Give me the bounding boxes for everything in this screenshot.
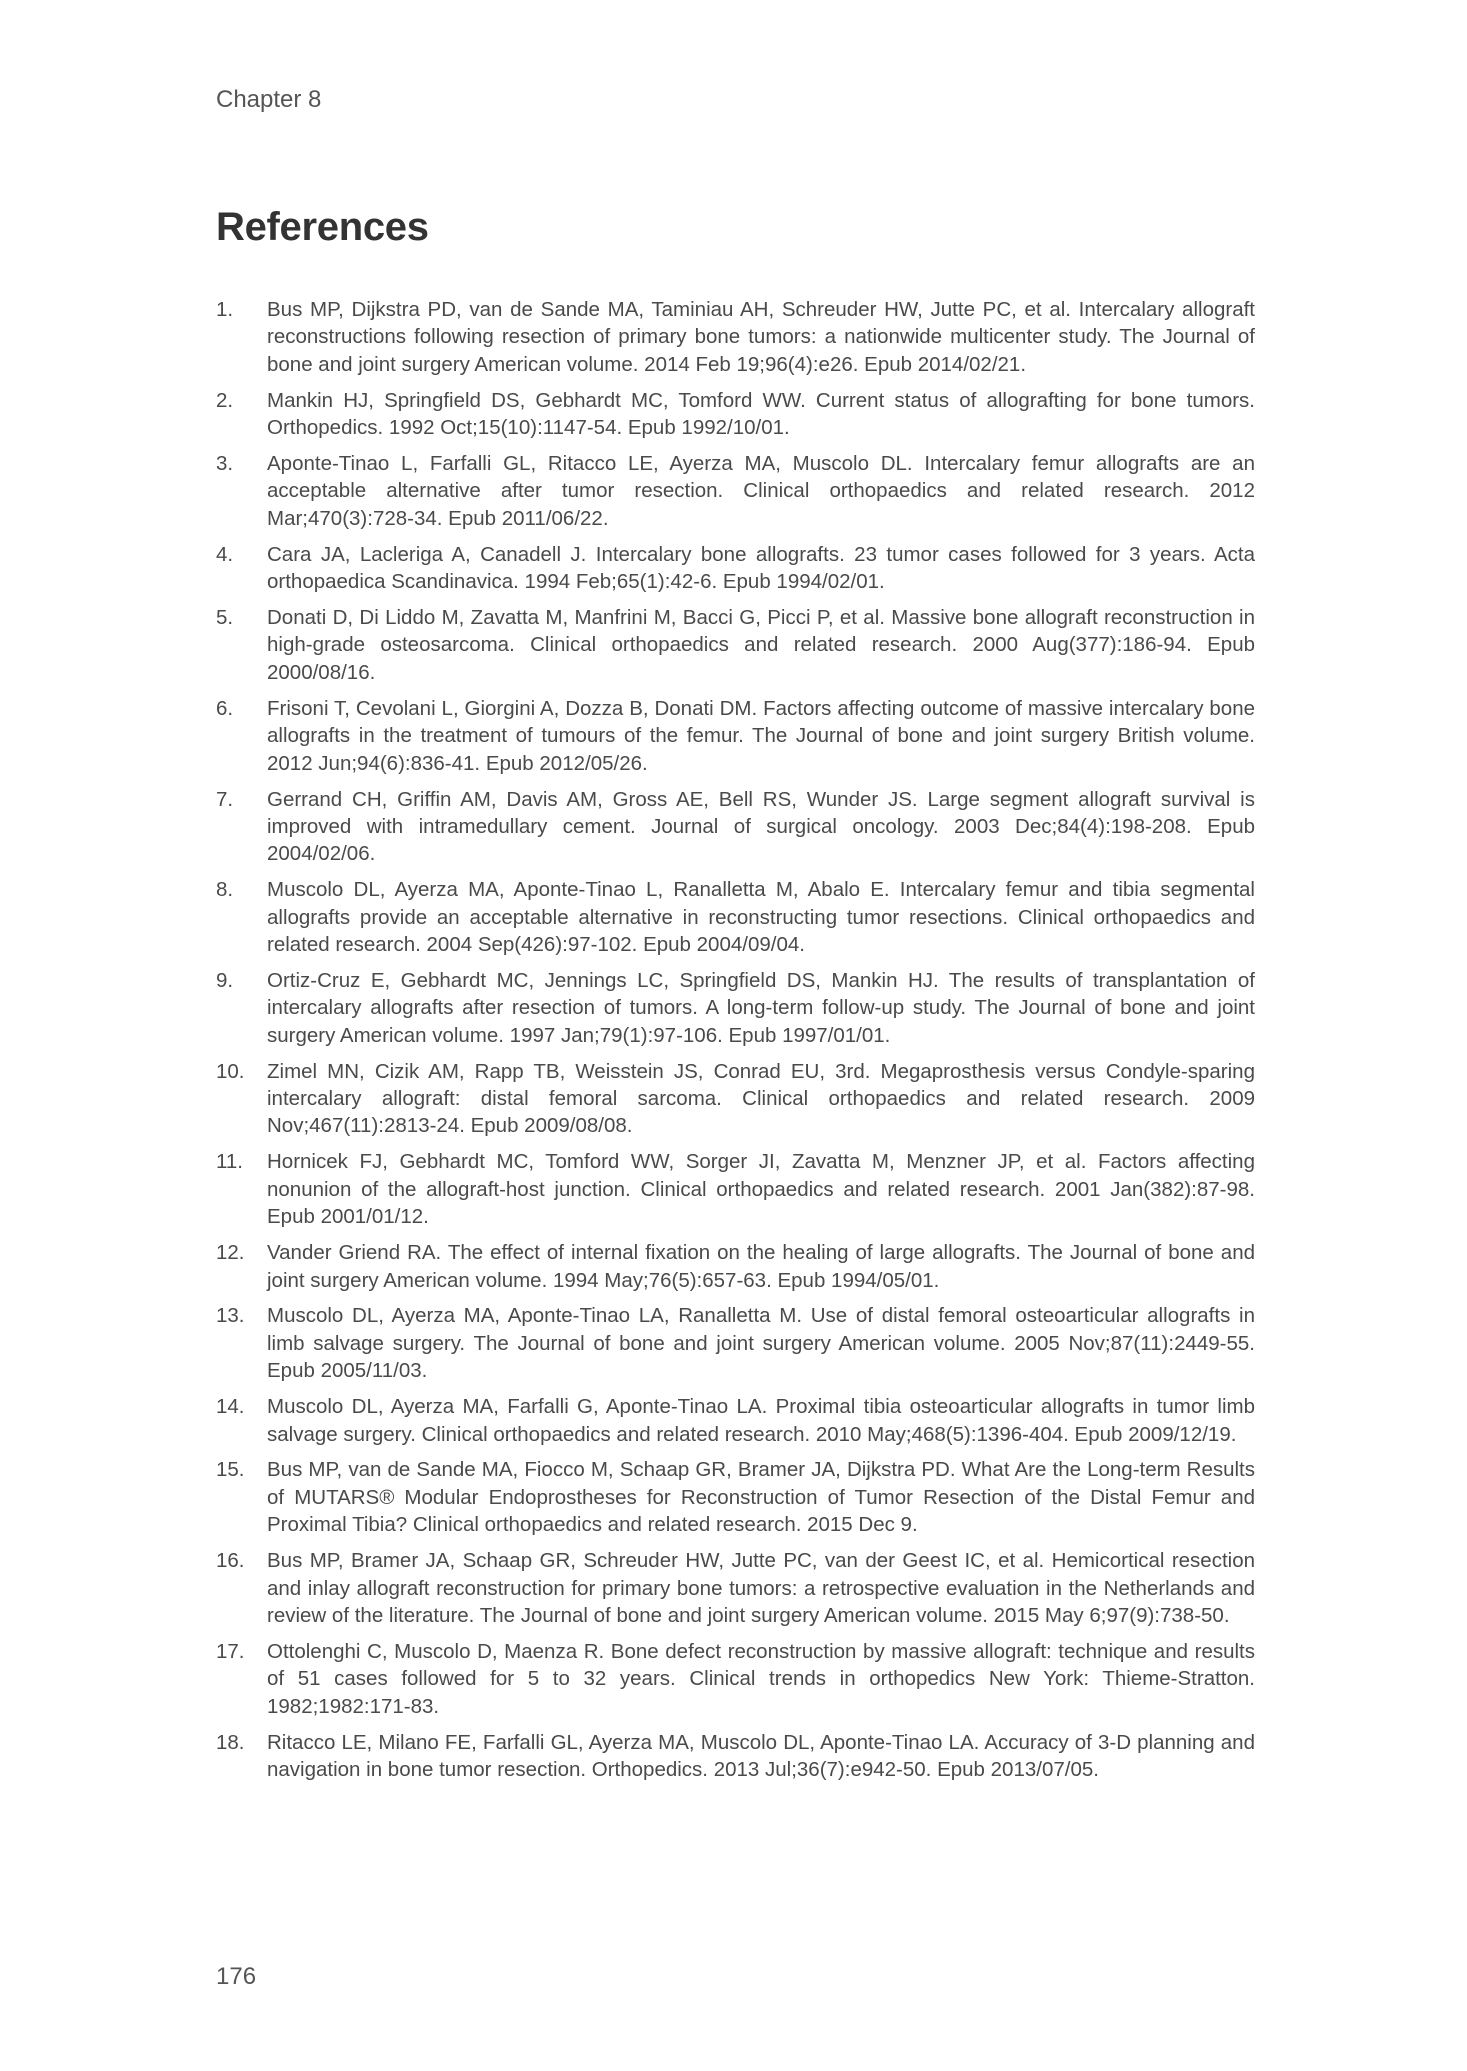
reference-number: 15.: [216, 1458, 245, 1482]
reference-number: 18.: [216, 1730, 245, 1754]
section-title: References: [216, 205, 429, 249]
reference-item: [216, 1729, 1255, 1784]
reference-item: [216, 604, 1255, 686]
reference-text: Ottolenghi C, Muscolo D, Maenza R. Bone defect reconstruction by massive allograft: technique and results of 51 cases followed for 5 to 32 years. Clinical trends in orthopedics New York: Thieme-Stratton. 1982;1982:171-83.: [267, 1639, 1255, 1718]
reference-text: Muscolo DL, Ayerza MA, Aponte-Tinao LA, Ranalletta M. Use of distal femoral osteoarticular allografts in limb salvage surgery. The Journal of bone and joint surgery American volume. 2005 Nov;87(11):2449-55. Epub 2005/11/03.: [267, 1304, 1255, 1383]
reference-item: [216, 296, 1255, 378]
reference-item: [216, 1547, 1255, 1629]
reference-number: 6.: [216, 696, 234, 720]
reference-item: [216, 1148, 1255, 1230]
reference-number: 2.: [216, 388, 234, 412]
reference-item: [216, 967, 1255, 1049]
reference-number: 3.: [216, 452, 234, 476]
reference-text: Bus MP, Bramer JA, Schaap GR, Schreuder HW, Jutte PC, van der Geest IC, et al. Hemicortical resection and inlay allograft reconstruction for primary bone tumors: a retrospective evaluation in the Netherlands and review of the literature. The Journal of bone and joint surgery American volume. 2015 May 6;97(9):738-50.: [267, 1549, 1255, 1627]
reference-item: [216, 1393, 1255, 1448]
reference-number: 11.: [216, 1150, 243, 1174]
reference-number: 8.: [216, 878, 234, 902]
reference-number: 10.: [216, 1059, 245, 1083]
reference-number: 1.: [216, 298, 234, 321]
reference-item: [216, 876, 1255, 958]
reference-text: Mankin HJ, Springfield DS, Gebhardt MC, Tomford WW. Current status of allografting for bone tumors. Orthopedics. 1992 Oct;15(10):1147-54. Epub 1992/10/01.: [267, 388, 1255, 440]
reference-number: 5.: [216, 606, 234, 630]
reference-number: 14.: [216, 1395, 245, 1419]
reference-text: Cara JA, Lacleriga A, Canadell J. Intercalary bone allografts. 23 tumor cases followed for 3 years. Acta orthopaedica Scandinavica. 1994 Feb;65(1):42-6. Epub 1994/02/01.: [267, 542, 1255, 594]
reference-item: [216, 450, 1255, 532]
reference-number: 17.: [216, 1639, 245, 1663]
reference-text: Hornicek FJ, Gebhardt MC, Tomford WW, Sorger JI, Zavatta M, Menzner JP, et al. Factors affecting nonunion of the allograft-host junction. Clinical orthopaedics and related research. 2001 Jan(382):87-98. Epub 2001/01/12.: [267, 1150, 1255, 1229]
reference-item: [216, 1638, 1255, 1720]
reference-item: [216, 1302, 1255, 1384]
reference-text: Bus MP, Dijkstra PD, van de Sande MA, Taminiau AH, Schreuder HW, Jutte PC, et al. Intercalary allograft reconstructions following resection of primary bone tumors: a nationwide multicenter study. The Journal of bone and joint surgery American volume. 2014 Feb 19;96(4):e26. Epub 2014/02/21.: [267, 298, 1255, 376]
reference-item: [216, 695, 1255, 777]
reference-number: 7.: [216, 787, 234, 811]
reference-item: [216, 541, 1255, 596]
running-head: Chapter 8: [216, 86, 322, 113]
reference-text: Muscolo DL, Ayerza MA, Farfalli G, Aponte-Tinao LA. Proximal tibia osteoarticular allografts in tumor limb salvage surgery. Clinical orthopaedics and related research. 2010 May;468(5):1396-404. Epub 2009/12/19.: [267, 1395, 1255, 1446]
page-number: 176: [216, 1963, 257, 1990]
reference-number: 13.: [216, 1304, 245, 1328]
reference-number: 9.: [216, 968, 234, 992]
reference-text: Bus MP, van de Sande MA, Fiocco M, Schaap GR, Bramer JA, Dijkstra PD. What Are the Long-term Results of MUTARS® Modular Endoprostheses for Reconstruction of Tumor Resection of the Distal Femur and Proximal Tibia? Clinical orthopaedics and related research. 2015 Dec 9.: [267, 1458, 1255, 1537]
reference-text: Donati D, Di Liddo M, Zavatta M, Manfrini M, Bacci G, Picci P, et al. Massive bone allograft reconstruction in high-grade osteosarcoma. Clinical orthopaedics and related research. 2000 Aug(377):186-94. Epub 2000/08/16.: [267, 606, 1255, 684]
reference-text: Ortiz-Cruz E, Gebhardt MC, Jennings LC, Springfield DS, Mankin HJ. The results of transplantation of intercalary allografts after resection of tumors. A long-term follow-up study. The Journal of bone and joint surgery American volume. 1997 Jan;79(1):97-106. Epub 1997/01/01.: [267, 968, 1255, 1047]
reference-item: [216, 387, 1255, 442]
reference-item: [216, 1058, 1255, 1140]
reference-item: [216, 1239, 1255, 1294]
reference-number: 16.: [216, 1549, 245, 1573]
reference-item: [216, 786, 1255, 868]
reference-text: Gerrand CH, Griffin AM, Davis AM, Gross AE, Bell RS, Wunder JS. Large segment allograft survival is improved with intramedullary cement. Journal of surgical oncology. 2003 Dec;84(4):198-208. Epub 2004/02/06.: [267, 787, 1255, 866]
reference-item: [216, 1456, 1255, 1538]
reference-text: Zimel MN, Cizik AM, Rapp TB, Weisstein JS, Conrad EU, 3rd. Megaprosthesis versus Condyle-sparing intercalary allograft: distal femoral sarcoma. Clinical orthopaedics and related research. 2009 Nov;467(11):2813-24. Epub 2009/08/08.: [267, 1059, 1255, 1138]
reference-text: Frisoni T, Cevolani L, Giorgini A, Dozza B, Donati DM. Factors affecting outcome of massive intercalary bone allografts in the treatment of tumours of the femur. The Journal of bone and joint surgery British volume. 2012 Jun;94(6):836-41. Epub 2012/05/26.: [267, 696, 1255, 775]
reference-number: 12.: [216, 1241, 245, 1265]
reference-list: [216, 296, 1255, 1792]
reference-number: 4.: [216, 542, 234, 566]
reference-text: Vander Griend RA. The effect of internal fixation on the healing of large allografts. The Journal of bone and joint surgery American volume. 1994 May;76(5):657-63. Epub 1994/05/01.: [267, 1241, 1255, 1292]
reference-text: Ritacco LE, Milano FE, Farfalli GL, Ayerza MA, Muscolo DL, Aponte-Tinao LA. Accuracy of 3-D planning and navigation in bone tumor resection. Orthopedics. 2013 Jul;36(7):e942-50. Epub 2013/07/05.: [267, 1730, 1255, 1781]
reference-text: Muscolo DL, Ayerza MA, Aponte-Tinao L, Ranalletta M, Abalo E. Intercalary femur and tibia segmental allografts provide an acceptable alternative in reconstructing tumor resections. Clinical orthopaedics and related research. 2004 Sep(426):97-102. Epub 2004/09/04.: [267, 878, 1255, 957]
reference-text: Aponte-Tinao L, Farfalli GL, Ritacco LE, Ayerza MA, Muscolo DL. Intercalary femur allografts are an acceptable alternative after tumor resection. Clinical orthopaedics and related research. 2012 Mar;470(3):728-34. Epub 2011/06/22.: [267, 452, 1255, 530]
